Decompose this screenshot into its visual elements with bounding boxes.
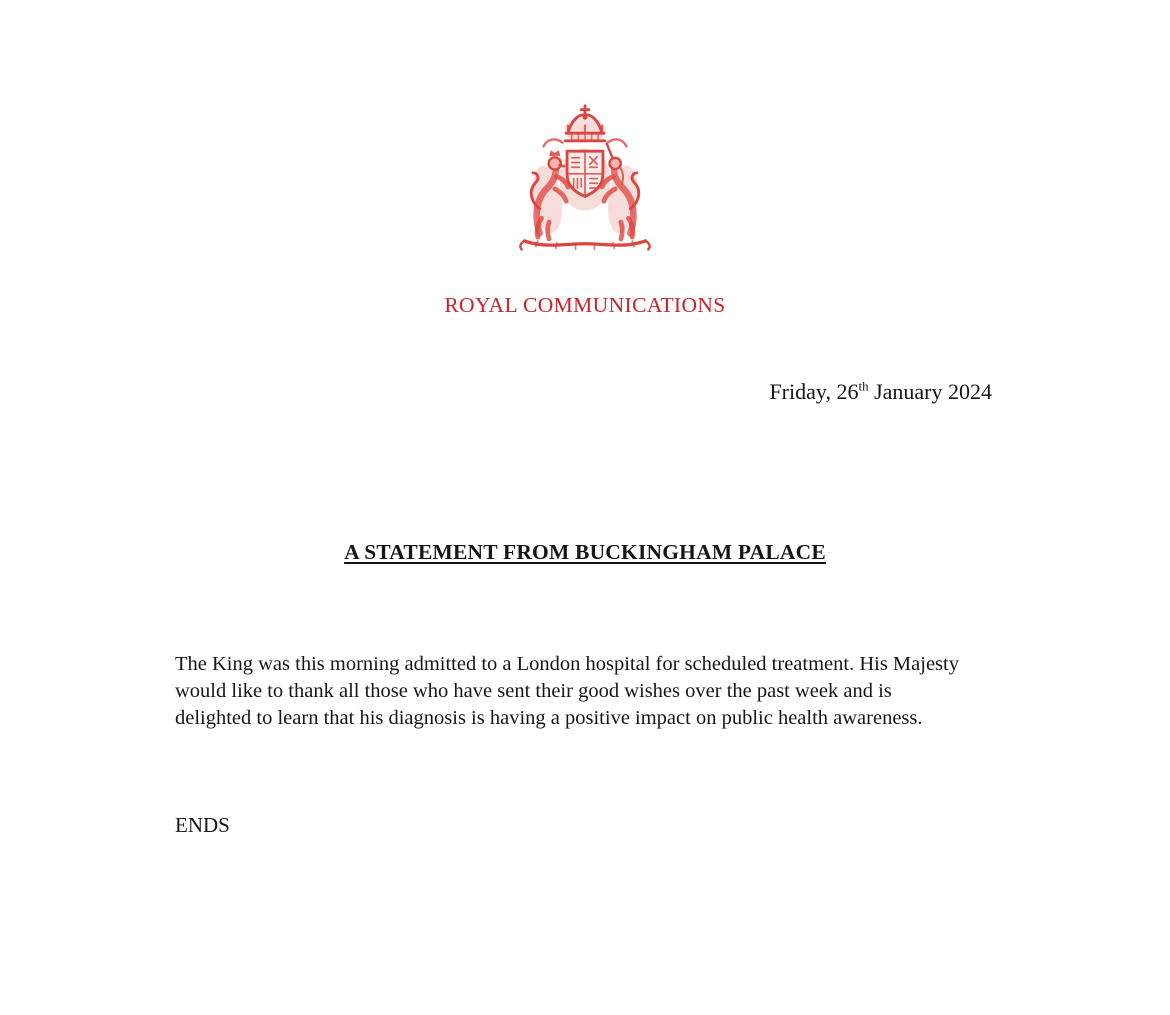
- date-prefix: Friday, 26: [769, 379, 859, 404]
- motto-scroll-icon: [520, 241, 649, 250]
- ends-marker: ENDS: [175, 813, 230, 837]
- statement-body: The King was this morning admitted to a London hospital for scheduled treatment. His Majesty would like to thank all those who have sent their good wishes over the past week and is delighted to learn that his diagnosis is having a positive impact on public health awareness.: [175, 653, 959, 729]
- crown-icon: [543, 106, 626, 147]
- statement-heading-text: A STATEMENT FROM BUCKINGHAM PALACE: [344, 540, 826, 564]
- royal-coat-of-arms-icon: [500, 97, 670, 262]
- date-suffix: January 2024: [868, 379, 992, 404]
- org-name: ROYAL COMMUNICATIONS: [444, 293, 726, 317]
- statement-heading: [0, 540, 1170, 565]
- date-line: [769, 377, 992, 407]
- date-ordinal: th: [858, 378, 869, 394]
- shield-icon: [567, 151, 603, 196]
